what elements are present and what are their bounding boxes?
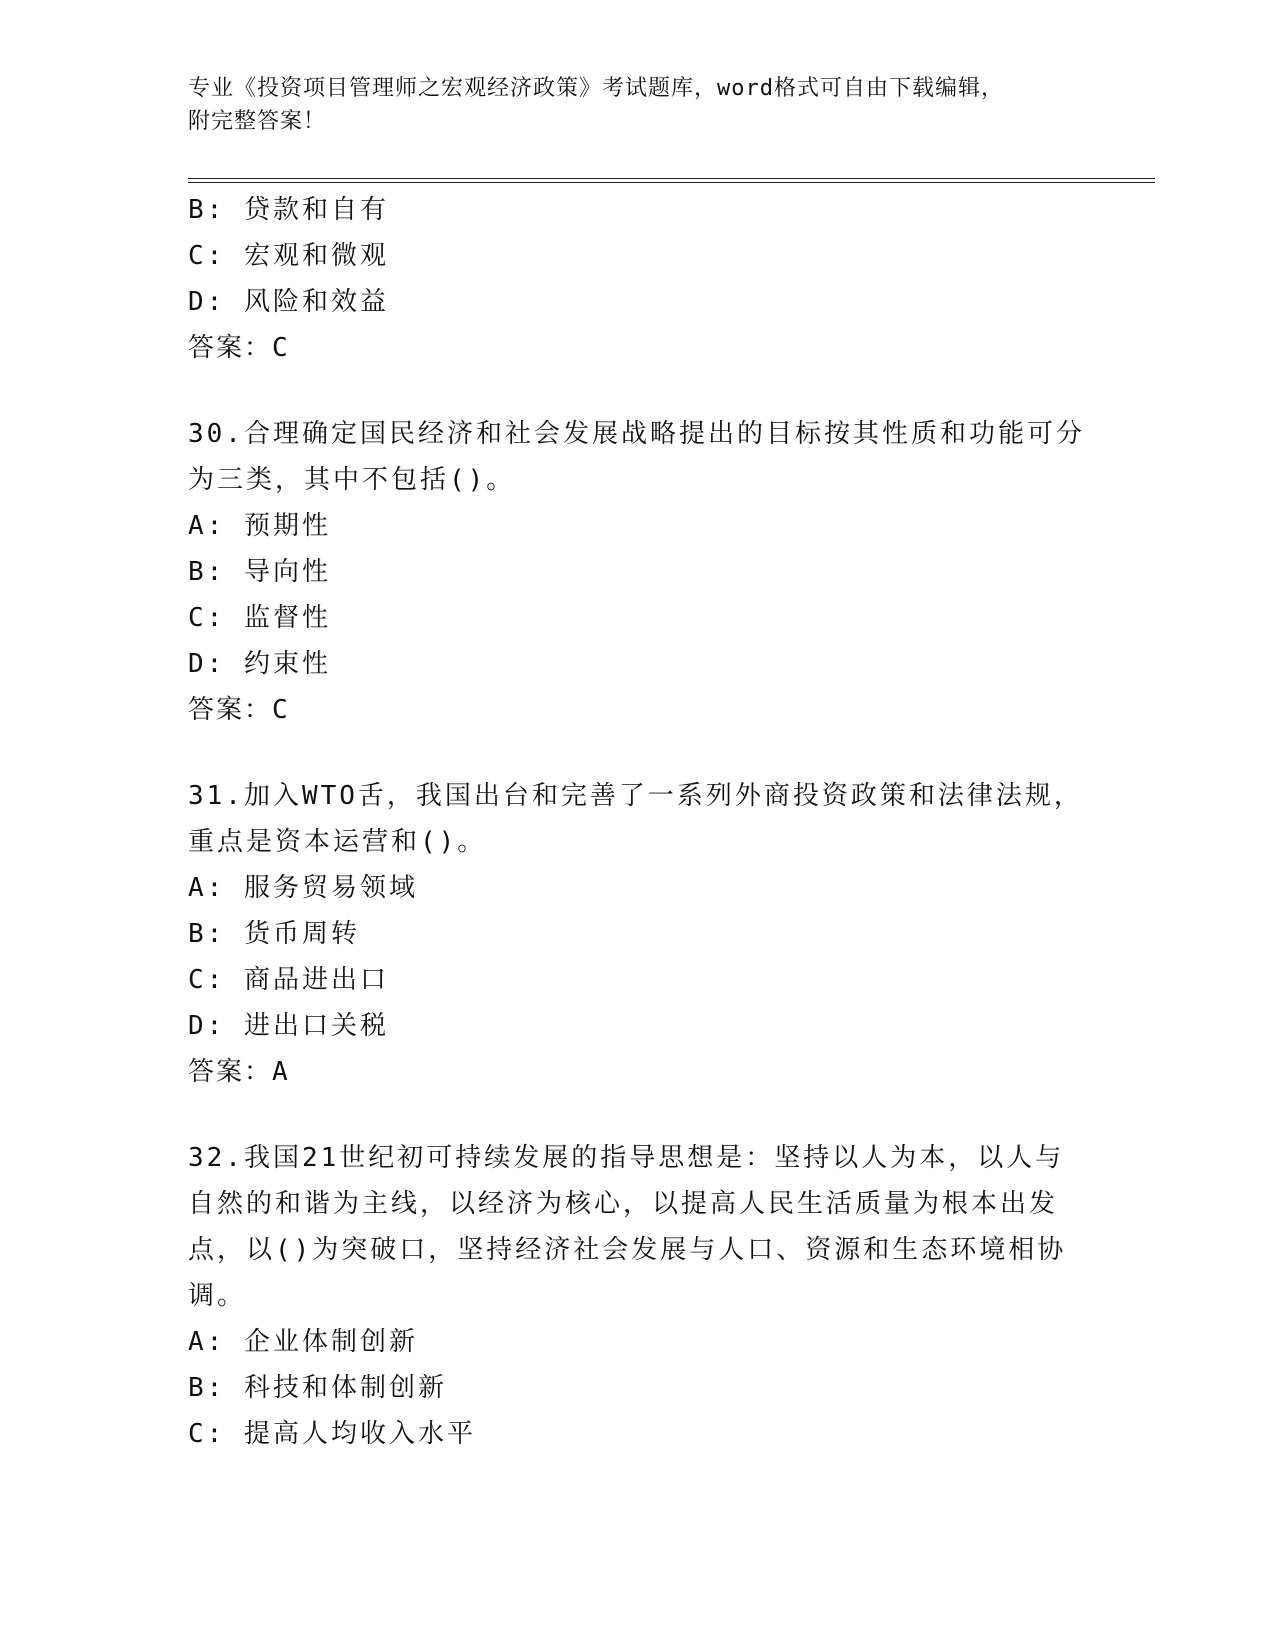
question-text-line: 31.加入WTO舌，我国出台和完善了一系列外商投资政策和法律法规，: [188, 781, 1083, 811]
option-c: C: 商品进出口: [188, 965, 389, 995]
answer-line: 答案：A: [188, 1057, 290, 1087]
option-d: D: 进出口关税: [188, 1011, 389, 1041]
option-c: C: 宏观和微观: [188, 241, 389, 271]
answer-line: 答案：C: [188, 333, 290, 363]
document-header: [188, 72, 1088, 138]
option-c: C: 提高人均收入水平: [188, 1419, 476, 1449]
question-32: [188, 1135, 1088, 1457]
option-a: A: 预期性: [188, 511, 331, 541]
header-divider: [188, 178, 1155, 183]
option-b: B: 货币周转: [188, 919, 360, 949]
question-31: [188, 773, 1088, 1095]
question-text-line: 30.合理确定国民经济和社会发展战略提出的目标按其性质和功能可分: [188, 419, 1085, 449]
option-a: A: 企业体制创新: [188, 1327, 418, 1357]
option-b: B: 导向性: [188, 557, 331, 587]
header-line-1: 专业《投资项目管理师之宏观经济政策》考试题库，word格式可自由下载编辑，: [188, 76, 1004, 101]
question-text-line: 重点是资本运营和()。: [188, 827, 487, 857]
option-d: D: 风险和效益: [188, 287, 389, 317]
answer-line: 答案：C: [188, 695, 290, 725]
option-d: D: 约束性: [188, 649, 331, 679]
option-b: B: 贷款和自有: [188, 195, 389, 225]
option-a: A: 服务贸易领域: [188, 873, 418, 903]
question-list: [188, 187, 1088, 1457]
question-text-line: 调。: [188, 1281, 247, 1311]
option-c: C: 监督性: [188, 603, 331, 633]
question-text-line: 32.我国21世纪初可持续发展的指导思想是：坚持以人为本，以人与: [188, 1143, 1065, 1173]
question-30: [188, 411, 1088, 733]
option-b: B: 科技和体制创新: [188, 1373, 447, 1403]
header-line-2: 附完整答案！: [188, 109, 327, 134]
question-text-line: 点，以()为突破口，坚持经济社会发展与人口、资源和生态环境相协: [188, 1235, 1067, 1265]
question-text-line: 为三类，其中不包括()。: [188, 465, 516, 495]
question-29-tail: [188, 187, 1088, 371]
question-text-line: 自然的和谐为主线，以经济为核心，以提高人民生活质量为根本出发: [188, 1189, 1059, 1219]
